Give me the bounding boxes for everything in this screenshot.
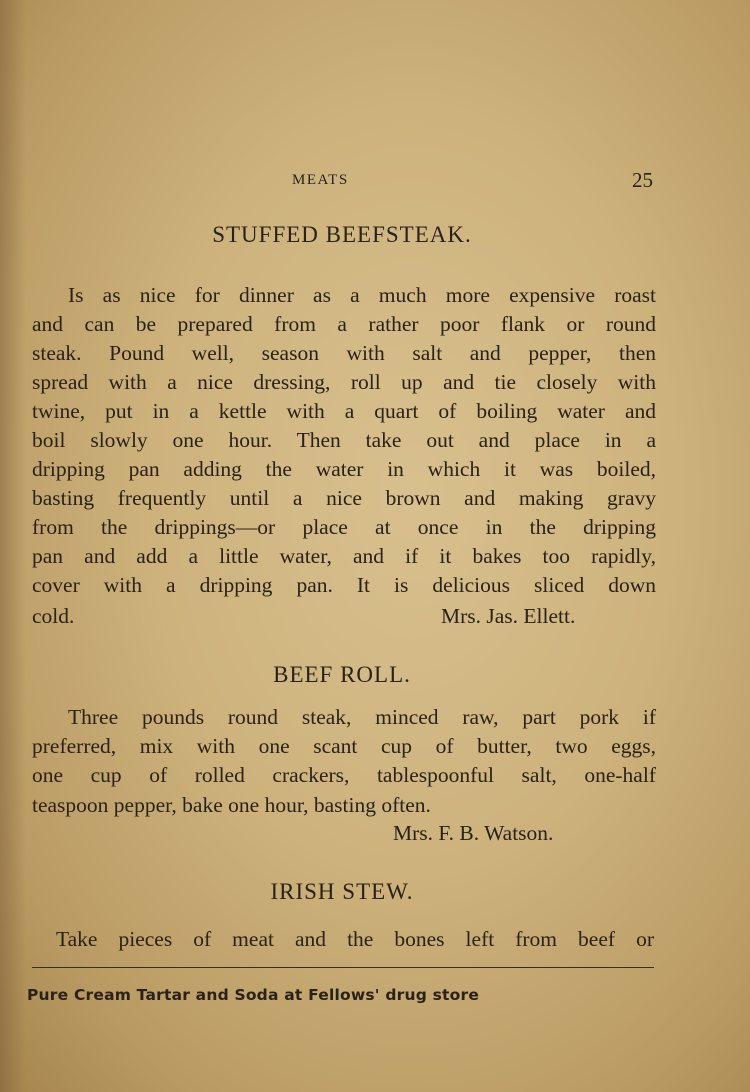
recipe-line: cover with a dripping pan. It is delicious sliced down bbox=[32, 573, 656, 597]
recipe-line: Is as nice for dinner as a much more expensive roast bbox=[68, 283, 656, 307]
running-head bbox=[0, 168, 750, 196]
recipe-line: steak. Pound well, season with salt and pepper, then bbox=[32, 341, 656, 365]
recipe-line: spread with a nice dressing, roll up and tie closely with bbox=[32, 370, 656, 394]
recipe-line: pan and add a little water, and if it bakes too rapidly, bbox=[32, 544, 656, 568]
recipe-line: dripping pan adding the water in which it was boiled, bbox=[32, 457, 656, 481]
recipe-line: and can be prepared from a rather poor flank or round bbox=[32, 312, 656, 336]
recipe-line: from the drippings—or place at once in the dripping bbox=[32, 515, 656, 539]
recipe-author: Mrs. F. B. Watson. bbox=[393, 821, 554, 845]
footer-rule bbox=[32, 967, 654, 968]
section-title: MEATS bbox=[292, 172, 349, 188]
recipe-title-stuffed-beefsteak: STUFFED BEEFSTEAK. bbox=[212, 222, 472, 247]
recipe-line: Three pounds round steak, minced raw, part pork if bbox=[68, 705, 656, 729]
recipe-title-beef-roll: BEEF ROLL. bbox=[273, 662, 411, 687]
recipe-line: preferred, mix with one scant cup of butter, two eggs, bbox=[32, 734, 656, 758]
recipe-line: basting frequently until a nice brown and making gravy bbox=[32, 486, 656, 510]
recipe-author: Mrs. Jas. Ellett. bbox=[441, 604, 576, 628]
page-number: 25 bbox=[632, 168, 653, 192]
recipe-line: one cup of rolled crackers, tablespoonful salt, one-half bbox=[32, 763, 656, 787]
recipe-line: twine, put in a kettle with a quart of boiling water and bbox=[32, 399, 656, 423]
recipe-title-irish-stew: IRISH STEW. bbox=[270, 879, 414, 904]
recipe-line: Take pieces of meat and the bones left from beef or bbox=[56, 927, 654, 951]
recipe-line: boil slowly one hour. Then take out and place in a bbox=[32, 428, 656, 452]
recipe-line: cold. bbox=[32, 604, 75, 628]
recipe-line: teaspoon pepper, bake one hour, basting often. bbox=[32, 793, 431, 817]
page-edge-shadow bbox=[0, 0, 26, 1092]
footer-advert: Pure Cream Tartar and Soda at Fellows' drug store bbox=[27, 986, 480, 1004]
